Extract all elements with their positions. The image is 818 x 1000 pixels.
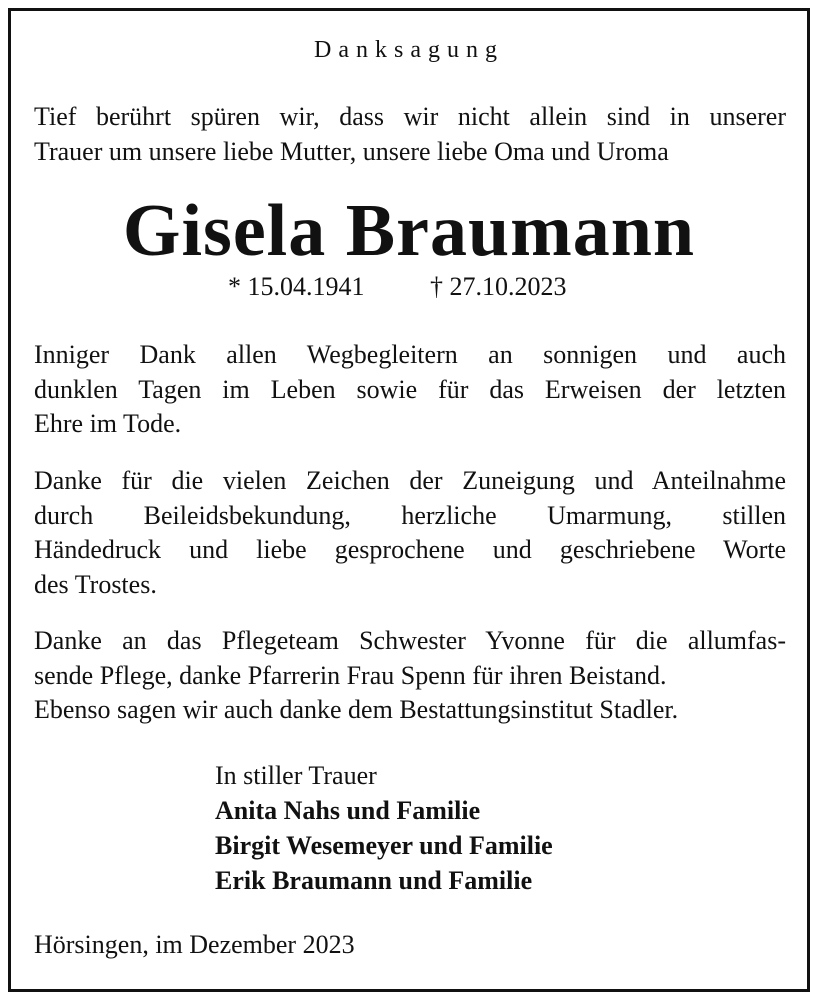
signers-block [215,758,553,898]
paragraph-line: Inniger Dank allen Wegbegleitern an sonnigen und auch [34,340,786,369]
paragraph-line: dunklen Tagen im Leben sowie für das Erweisen der letzten [34,374,786,404]
signers-intro: In stiller Trauer [215,761,377,790]
intro-line: Trauer um unsere liebe Mutter, unsere liebe Oma und Uroma [34,136,669,166]
paragraph-thanks-companions [34,338,786,442]
paragraph-line: Ehre im Tode. [34,409,182,438]
paragraph-line: Händedruck und liebe gesprochene und geschriebene Worte [34,535,786,564]
paragraph-line: Danke für die vielen Zeichen der Zuneigung und Anteilnahme [34,466,786,495]
place-date: Hörsingen, im Dezember 2023 [34,930,355,959]
death-date: † 27.10.2023 [430,272,567,301]
intro-line: Tief berührt spüren wir, dass wir nicht allein sind in unserer [34,102,786,131]
signer-name: Birgit Wesemeyer und Familie [215,831,553,860]
deceased-name: Gisela Braumann [122,190,696,272]
paragraph-line: durch Beileidsbekundung, herzliche Umarmung, stillen [34,500,786,530]
paragraph-line: sende Pflege, danke Pfarrerin Frau Spenn für ihren Beistand. [34,660,667,690]
paragraph-thanks-sympathy [34,464,786,602]
intro-text [34,100,786,169]
paragraph-line: Ebenso sagen wir auch danke dem Bestattungsinstitut Stadler. [34,695,679,724]
paragraph-line: Danke an das Pflegeteam Schwester Yvonne für die allumfas- [34,626,786,655]
birth-date: * 15.04.1941 [228,272,365,301]
signer-name: Erik Braumann und Familie [215,866,533,895]
paragraph-thanks-care [34,624,786,728]
notice-heading: Danksagung [314,37,504,63]
paragraph-line: des Trostes. [34,569,157,599]
signer-name: Anita Nahs und Familie [215,796,481,825]
